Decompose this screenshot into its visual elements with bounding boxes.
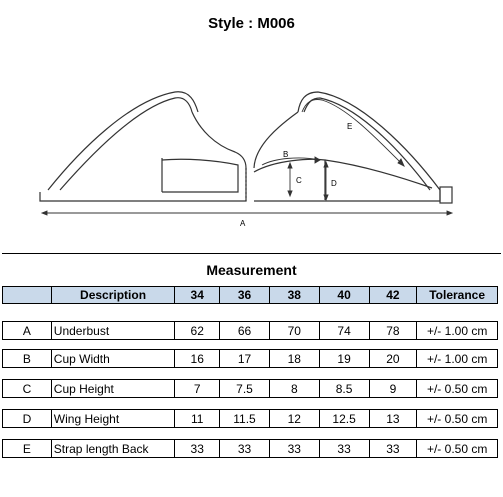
label-d: D	[331, 179, 337, 188]
row-description: Underbust	[52, 322, 176, 339]
row-value: 66	[220, 322, 270, 339]
row-value: 7.5	[220, 380, 270, 397]
label-b: B	[283, 150, 289, 159]
label-c: C	[296, 176, 302, 185]
row-value: 33	[175, 440, 220, 457]
row-value: 11.5	[220, 410, 270, 427]
row-tolerance: +/- 0.50 cm	[426, 411, 488, 426]
header-size-38: 38	[270, 287, 320, 303]
table-row	[2, 321, 498, 340]
row-code: A	[3, 322, 52, 339]
header-code	[3, 287, 52, 303]
row-value: 20	[370, 350, 418, 367]
table-row	[2, 349, 498, 368]
row-value: 19	[320, 350, 370, 367]
row-value: 33	[320, 440, 370, 457]
label-e: E	[347, 122, 353, 131]
strap-right-inner	[304, 98, 430, 190]
arrow-b	[262, 158, 320, 165]
row-value: 8.5	[320, 380, 370, 397]
row-tolerance: +/- 1.00 cm	[426, 351, 488, 366]
hook-eye-right	[440, 187, 452, 203]
row-value: 74	[320, 322, 370, 339]
header-size-36: 36	[220, 287, 270, 303]
row-code: B	[3, 350, 52, 367]
header-size-42: 42	[370, 287, 418, 303]
row-value: 70	[270, 322, 320, 339]
header-description: Description	[52, 287, 176, 303]
divider	[2, 253, 501, 254]
wing-right	[325, 160, 432, 188]
cup-right	[254, 112, 298, 168]
row-code: D	[3, 410, 52, 427]
row-value: 17	[220, 350, 270, 367]
row-description: Wing Height	[52, 410, 176, 427]
row-value: 12.5	[320, 410, 370, 427]
row-description: Strap length Back	[52, 440, 176, 457]
table-header	[2, 286, 498, 304]
band-left	[40, 168, 246, 201]
row-value: 7	[175, 380, 220, 397]
header-size-34: 34	[175, 287, 220, 303]
table-row	[2, 439, 498, 458]
header-tolerance: Tolerance	[429, 288, 486, 302]
row-value: 12	[270, 410, 320, 427]
row-tolerance: +/- 0.50 cm	[426, 441, 488, 456]
style-title: Style : M006	[208, 15, 295, 32]
strap-left-outer	[48, 92, 198, 190]
table-row	[2, 379, 498, 398]
band-right	[254, 190, 440, 201]
row-value: 62	[175, 322, 220, 339]
row-value: 11	[175, 410, 220, 427]
row-tolerance: +/- 0.50 cm	[426, 381, 488, 396]
row-value: 13	[370, 410, 418, 427]
measurement-title: Measurement	[206, 262, 297, 278]
cup-left-panel	[162, 159, 238, 192]
row-tolerance: +/- 1.00 cm	[426, 323, 488, 338]
label-a: A	[240, 219, 246, 228]
row-value: 33	[270, 440, 320, 457]
row-value: 33	[370, 440, 418, 457]
table-row	[2, 409, 498, 428]
row-value: 16	[175, 350, 220, 367]
row-value: 8	[270, 380, 320, 397]
row-value: 9	[370, 380, 418, 397]
row-code: C	[3, 380, 52, 397]
row-code: E	[3, 440, 52, 457]
row-description: Cup Height	[52, 380, 176, 397]
row-value: 33	[220, 440, 270, 457]
header-size-40: 40	[320, 287, 370, 303]
row-description: Cup Width	[52, 350, 176, 367]
strap-left-inner	[60, 98, 192, 190]
row-value: 18	[270, 350, 320, 367]
row-value: 78	[370, 322, 418, 339]
